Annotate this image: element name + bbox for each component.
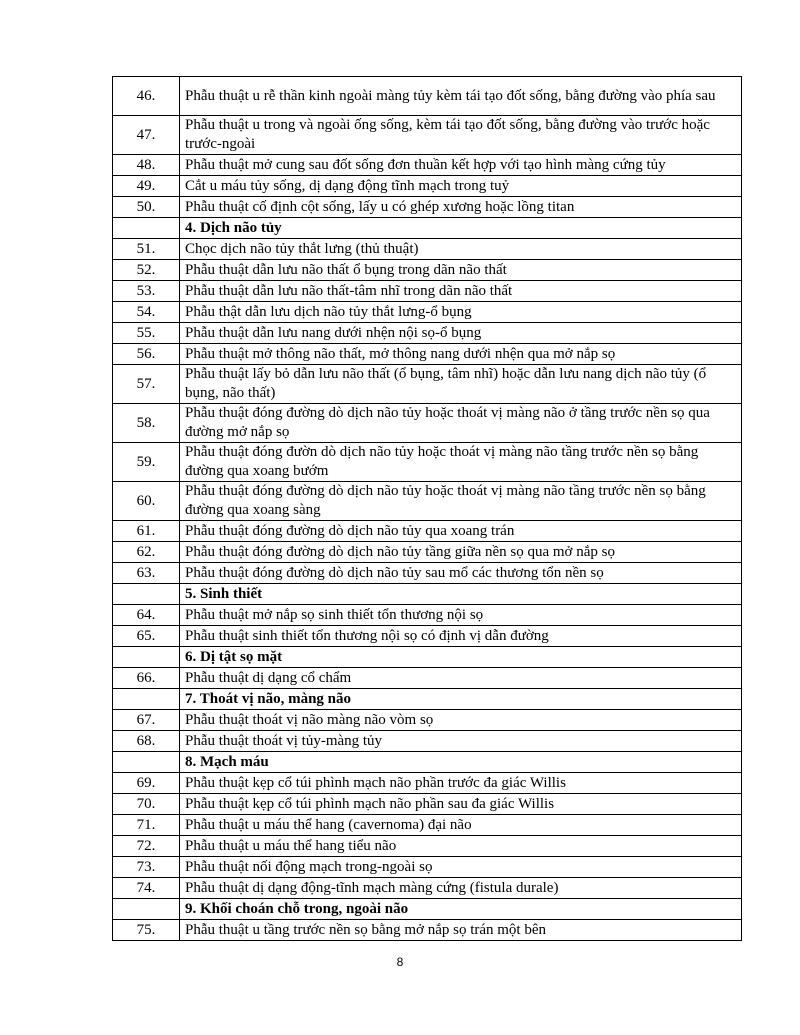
procedure-row (113, 710, 742, 731)
section-header-row (113, 752, 742, 773)
procedure-name: Phẫu thuật đóng đường dò dịch não tủy tầng giữa nền sọ qua mở nắp sọ (180, 542, 742, 563)
row-number: 59. (113, 443, 180, 482)
procedure-table-body (113, 77, 742, 941)
row-number: 51. (113, 239, 180, 260)
procedure-name: Phẫu thuật đóng đường dò dịch não tủy hoặc thoát vị màng não tầng trước nền sọ bằng đường qua xoang sàng (180, 482, 742, 521)
procedure-name: Phẫu thuật đóng đườn dò dịch não tủy hoặc thoát vị màng não tầng trước nền sọ bằng đường qua xoang bướm (180, 443, 742, 482)
row-number: 65. (113, 626, 180, 647)
procedure-name: Phẫu thuật sinh thiết tổn thương nội sọ có định vị dẫn đường (180, 626, 742, 647)
procedure-row (113, 773, 742, 794)
procedure-name: Phẫu thuật u máu thể hang (cavernoma) đại não (180, 815, 742, 836)
row-number (113, 647, 180, 668)
row-number: 68. (113, 731, 180, 752)
procedure-name: Phẫu thuật thoát vị tủy-màng tủy (180, 731, 742, 752)
row-number: 74. (113, 878, 180, 899)
section-title: 9. Khối choán chỗ trong, ngoài não (180, 899, 742, 920)
procedure-row (113, 542, 742, 563)
section-header-row (113, 689, 742, 710)
procedure-row (113, 626, 742, 647)
procedure-row (113, 116, 742, 155)
procedure-row (113, 323, 742, 344)
procedure-name: Phẫu thuật thoát vị não màng não vòm sọ (180, 710, 742, 731)
procedure-name: Phẫu thuật dẫn lưu não thất ổ bụng trong dãn não thất (180, 260, 742, 281)
procedure-name: Phẫu thật dẫn lưu dịch não tủy thắt lưng-ổ bụng (180, 302, 742, 323)
procedure-name: Phẫu thuật dẫn lưu nang dưới nhện nội sọ-ổ bụng (180, 323, 742, 344)
procedure-row (113, 77, 742, 116)
procedure-name: Phẫu thuật nối động mạch trong-ngoài sọ (180, 857, 742, 878)
procedure-name: Phẫu thuật kẹp cổ túi phình mạch não phần sau đa giác Willis (180, 794, 742, 815)
procedure-name: Phẫu thuật dị dạng cổ chẩm (180, 668, 742, 689)
row-number: 63. (113, 563, 180, 584)
procedure-row (113, 197, 742, 218)
procedure-row (113, 731, 742, 752)
section-title: 6. Dị tật sọ mặt (180, 647, 742, 668)
procedure-name: Phẫu thuật cố định cột sống, lấy u có ghép xương hoặc lồng titan (180, 197, 742, 218)
procedure-row (113, 836, 742, 857)
procedure-name: Phẫu thuật đóng đường dò dịch não tủy sau mổ các thương tổn nền sọ (180, 563, 742, 584)
row-number: 54. (113, 302, 180, 323)
procedure-row (113, 668, 742, 689)
row-number: 56. (113, 344, 180, 365)
procedure-row (113, 404, 742, 443)
row-number: 71. (113, 815, 180, 836)
procedure-name: Phẫu thuật đóng đường dò dịch não tủy hoặc thoát vị màng não ở tầng trước nền sọ qua đường mở nắp sọ (180, 404, 742, 443)
procedure-row (113, 260, 742, 281)
row-number (113, 689, 180, 710)
procedure-row (113, 482, 742, 521)
row-number: 62. (113, 542, 180, 563)
procedure-name: Phẫu thuật dẫn lưu não thất-tâm nhĩ trong dãn não thất (180, 281, 742, 302)
procedure-row (113, 815, 742, 836)
section-header-row (113, 584, 742, 605)
procedure-row (113, 878, 742, 899)
page-number: 8 (396, 955, 404, 969)
row-number: 48. (113, 155, 180, 176)
row-number: 69. (113, 773, 180, 794)
row-number: 64. (113, 605, 180, 626)
row-number: 60. (113, 482, 180, 521)
row-number: 46. (113, 77, 180, 116)
row-number (113, 218, 180, 239)
procedure-row (113, 920, 742, 941)
row-number: 75. (113, 920, 180, 941)
procedure-name: Phẫu thuật u máu thể hang tiểu não (180, 836, 742, 857)
procedure-row (113, 365, 742, 404)
procedure-row (113, 443, 742, 482)
row-number: 61. (113, 521, 180, 542)
procedure-row (113, 521, 742, 542)
row-number: 66. (113, 668, 180, 689)
procedure-name: Chọc dịch não tủy thắt lưng (thủ thuật) (180, 239, 742, 260)
procedure-name: Phẫu thuật dị dạng động-tĩnh mạch màng cứng (fistula durale) (180, 878, 742, 899)
section-header-row (113, 647, 742, 668)
section-header-row (113, 899, 742, 920)
row-number: 58. (113, 404, 180, 443)
row-number (113, 584, 180, 605)
procedure-name: Phẫu thuật mở thông não thất, mở thông nang dưới nhện qua mở nắp sọ (180, 344, 742, 365)
row-number: 53. (113, 281, 180, 302)
row-number: 70. (113, 794, 180, 815)
row-number: 73. (113, 857, 180, 878)
procedure-row (113, 281, 742, 302)
procedure-row (113, 176, 742, 197)
procedure-row (113, 344, 742, 365)
procedure-row (113, 794, 742, 815)
procedure-name: Phẫu thuật u trong và ngoài ống sống, kèm tái tạo đốt sống, bằng đường vào trước hoặc trước-ngoài (180, 116, 742, 155)
row-number: 47. (113, 116, 180, 155)
procedure-name: Phẫu thuật mở cung sau đốt sống đơn thuần kết hợp với tạo hình màng cứng tủy (180, 155, 742, 176)
section-title: 8. Mạch máu (180, 752, 742, 773)
section-title: 5. Sinh thiết (180, 584, 742, 605)
row-number: 57. (113, 365, 180, 404)
procedure-row (113, 563, 742, 584)
procedure-row (113, 857, 742, 878)
row-number: 49. (113, 176, 180, 197)
row-number: 50. (113, 197, 180, 218)
procedure-table (112, 76, 742, 941)
procedure-row (113, 239, 742, 260)
row-number: 52. (113, 260, 180, 281)
row-number: 67. (113, 710, 180, 731)
procedure-name: Cắt u máu tủy sống, dị dạng động tĩnh mạch trong tuỷ (180, 176, 742, 197)
procedure-row (113, 302, 742, 323)
procedure-row (113, 155, 742, 176)
procedure-name: Phẫu thuật đóng đường dò dịch não tủy qua xoang trán (180, 521, 742, 542)
procedure-name: Phẫu thuật kẹp cổ túi phình mạch não phần trước đa giác Willis (180, 773, 742, 794)
procedure-row (113, 605, 742, 626)
row-number: 72. (113, 836, 180, 857)
procedure-name: Phẫu thuật mở nắp sọ sinh thiết tổn thương nội sọ (180, 605, 742, 626)
section-header-row (113, 218, 742, 239)
procedure-name: Phẫu thuật u tầng trước nền sọ bằng mở nắp sọ trán một bên (180, 920, 742, 941)
section-title: 4. Dịch não tủy (180, 218, 742, 239)
row-number (113, 899, 180, 920)
procedure-name: Phẫu thuật lấy bỏ dẫn lưu não thất (ổ bụng, tâm nhĩ) hoặc dẫn lưu nang dịch não tủy (ổ bụng, não thất) (180, 365, 742, 404)
section-title: 7. Thoát vị não, màng não (180, 689, 742, 710)
procedure-name: Phẫu thuật u rễ thần kinh ngoài màng tủy kèm tái tạo đốt sống, bằng đường vào phía sau (180, 77, 742, 116)
row-number: 55. (113, 323, 180, 344)
row-number (113, 752, 180, 773)
